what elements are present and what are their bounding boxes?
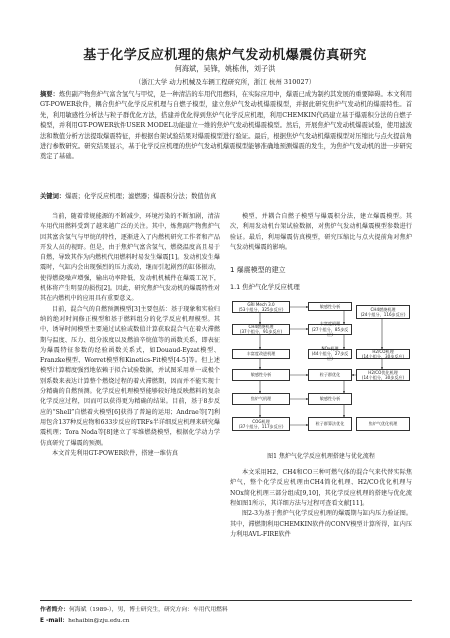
- paper-title: 基于化学反应机理的焦炉气发动机爆震仿真研究: [83, 48, 367, 63]
- flow-box: 丰富度机理 (27个组分，85步反应): [308, 324, 352, 335]
- author-list: 何海斌，吴锋，姚栋伟，刘子洪: [174, 64, 276, 73]
- flow-box: NOx机理 (44个组分，27步反应): [308, 349, 352, 359]
- keywords: [40, 192, 412, 202]
- paragraph: 本文首先利用GT-POWER软件，搭建一维仿真: [52, 449, 179, 457]
- flow-box: 焦炉气优化机理: [356, 417, 410, 431]
- flow-box: H2/CO机理 (14个组分，30步反应): [356, 349, 410, 359]
- author-bio-text: 何海斌（1989-），男，博士研究生，研究方向：车用代用燃料: [69, 607, 228, 613]
- affiliation: （浙江大学 动力机械及车辆工程研究所，浙江 杭州 310027）: [134, 78, 316, 86]
- flow-box: CH4燃烧机理 (37个组分，91步反应): [232, 324, 290, 335]
- paragraph: 当前，随着常规能源的不断减少，环境污染的不断加剧，清洁车用代用燃料受到了越来越广泛的关注。其中，炼焦副产物焦炉气因其富含氢气与甲烷的特性，逐渐进入了内燃机研究工作者和产品开发人员的视野。但是，由于焦炉气富含氢气，燃烧温度高且易于自燃，导致其作为内燃机代用燃料时易发生爆震[1]。发动机发生爆震时，气缸内会出现强烈的压力波动，继而引起剧烈的缸体振动，使得燃烧噪声增强，输出功率降低，发动机机械件在爆震工况下，机体将产生明显的损伤[2]。因此，研究焦炉气发动机的爆震特性对其在内燃机中的应用具有重要意义。: [40, 213, 220, 303]
- flow-box: CH4燃烧机理 (24个组分，116步反应): [356, 305, 410, 319]
- abstract-text: 炼焦副产物焦炉气富含氢气与甲烷，是一种清洁的车用代用燃料，在实际应用中，爆震已成为制约其发展的重要障碍。本文利用GT-POWER软件，耦合焦炉气化学反应机理与自燃子模型，建立焦炉气发动机爆震模型，并据此研究焦炉气发动机的爆震特性。首先，利用敏感性分析法与粒子群优化方法，搭建并优化得到焦炉气化学反应机理，利用CHEMKIN代码建立基于爆震积分法的自燃子模型，并利用GT-POWER软件USER MODEL功能建立一维的焦炉气发动机爆震模型。然后，开展焦炉气发动机爆震试验，使用滤波法和数值分析方法提取爆震特征，并根据台架试验结果对爆震模型进行验证。最后，根据焦炉气发动机爆震模型对压缩比与点火提前角进行参数研究。研究结果显示，基于化学反应机理的焦炉气发动机爆震模型能够准确地预测爆震的发生，为焦炉气发动机的进一步研究奠定了基础。: [40, 91, 413, 161]
- author-email: [40, 615, 420, 624]
- flow-box: 粒子群优化: [308, 369, 352, 381]
- email-text: hehaibin@zju.edu.cn: [68, 618, 130, 624]
- section-heading: 1 爆震模型的建立: [230, 266, 286, 275]
- email-label: E -mail：: [40, 618, 69, 624]
- author-bio-label: 作者简介：: [40, 607, 69, 613]
- flow-box: 丰富度改进机理: [232, 349, 290, 359]
- keywords-label: 关键词：: [40, 193, 66, 200]
- right-column: [230, 212, 412, 540]
- figure-caption: 图1 焦炉气化学反应机理搭建与优化流程: [267, 452, 375, 460]
- left-column: [40, 212, 220, 459]
- footer-divider: [40, 600, 412, 601]
- flow-box: GRI Mech 3.0 (53个组分，325步反应): [232, 301, 290, 313]
- flowchart-figure: [230, 297, 412, 449]
- paragraph: 目前，混合气的自燃预测模型[3]主要包括：基于现象和实验归纳的绝对时间修正模型和基于燃料组分的化学反应机理模型。其中，诱导时间模型主要通过试验或数值计算获取混合气在着火滞燃期与温度、压力、组分浓度以及燃油辛烷值等的函数关系，即表征为爆震特征参数的经验函数关系式，如Douaud-Eyzat模型、Franzke模型、Worret模型和Kinetics-Fit模型[4-5]等。但上述模型计算精度强烈地依赖于拟合试验数据，并试图采用单一或极个别系数来表达计算整个燃烧过程的着火滞燃期，因而并不能实现十分精确的自燃预测。化学反应机理模型能够较好地反映燃料的复杂化学反应过程，因而可以获得更为精确的结果。目前，基于8步反应的“Shell”自燃着火模型[6]获得了普遍的运用；Andrae等[7]利用包含137种反应物和633步反应的TRFs半详细反应机理来研究爆震机理；Tora Noda等[8]建立了零维燃烧模型，根据化学动力学仿真研究了爆震的预测。: [40, 305, 220, 447]
- flow-box: 敏感性分析: [308, 302, 352, 311]
- paragraph: 本文采用H2、CH4和CO三种可燃气体的混合气来代替实际焦炉气，整个化学反应机理由CH4简化机理、H2/CO优化机理与NOx简化机理三部分组成[9,10]，其化学反应机理的搭建与优化流程如图1所示，其详细方法与过程可查看文献[11]。: [230, 469, 412, 507]
- flow-box: COG机理 (37个组分，117步反应): [232, 417, 290, 431]
- flow-box: 敏感性分析: [308, 393, 352, 405]
- keywords-text: 爆震；化学反应机理；滤燃器；爆震积分法；数值仿真: [65, 193, 217, 200]
- abstract-label: 摘要：: [40, 91, 59, 98]
- subsection-heading: 1.1 焦炉气化学反应机理: [230, 283, 300, 292]
- flow-box: 敏感性分析: [232, 369, 290, 381]
- paragraph: 图2-3为基于焦炉气化学反应机理的爆震期与缸内压力验证图。其中，滞燃期利用CHEMKIN软件的CONV模型计算所得，缸内压力利用AVL-FIRE软件: [230, 510, 412, 538]
- paragraph: 模型，并耦合自燃子模型与爆震积分法，建立爆震模型。其次，利用发动机台架试验数据，对焦炉气发动机爆震模型参数进行验证。最后，利用爆震仿真模型，研究压缩比与点火提前角对焦炉气发动机爆震的影响。: [230, 213, 412, 251]
- flow-box: 焦炉气机理: [232, 393, 290, 405]
- abstract: [40, 90, 412, 163]
- flow-box: H2/CO优化机理 (14个组分，30步反应): [356, 369, 410, 381]
- author-bio: [40, 604, 420, 613]
- flow-box: 粒子群算法优化: [308, 417, 352, 431]
